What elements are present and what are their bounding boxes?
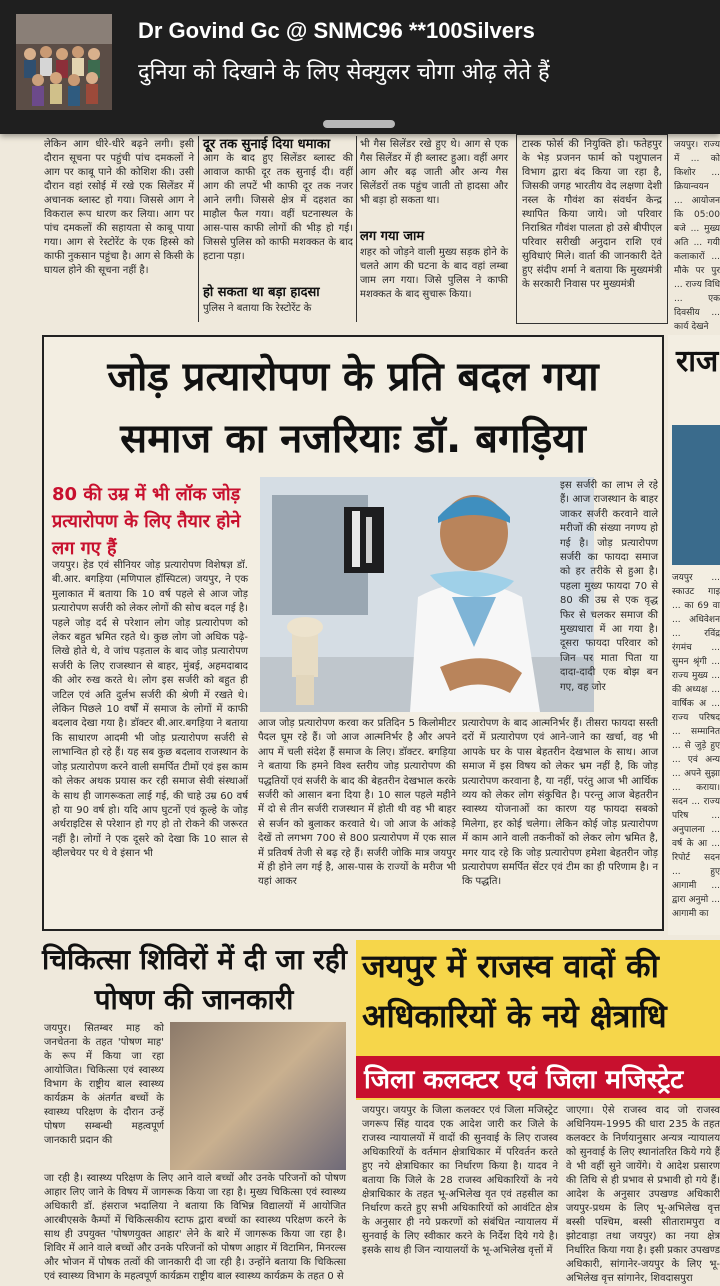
top-col-4: टास्क फोर्स की नियुक्ति हो। फतेहपुर के भेड़ प्रजनन फार्म को पशुपालन विभाग द्वारा बंद किया जा रहा है, जिसकी जगह भारतीय वेद लक्षणा देशी नस्ल के गौवंश का संवर्धन केन्द्र स्थापित किया जाये। जो परिवार निराश्रित गौवंश पालता हो उसे बीपीएल परिवार सरीखी अनुदान राशि एवं सुविधाएं मिले। वार्ता की जानकारी देते हुए संदीप शर्मा ने बताया कि मुख्यमंत्री के सरकारी निवास पर मुख्यमंत्री xyxy=(522,139,662,290)
notification-drag-handle[interactable] xyxy=(323,120,395,128)
top-col-3-tail: शहर को जोड़ने वाली मुख्य सड़क होने के चलते आग की घटना के बाद वहां लम्बा जाम लग गया। जिसे पुलिस ने काफी मशक्कत के बाद सुचारू किया। xyxy=(360,247,508,300)
top-col-2-heading: दूर तक सुनाई दिया धमाका xyxy=(203,137,331,152)
notification-message: दुनिया को दिखाने के लिए सेक्युलर चोगा ओढ़ लेते हैं xyxy=(138,60,550,85)
bottom-right-col-2: जाएगा। ऐसे राजस्व वाद जो राजस्व अधिनियम-1995 की धारा 235 के तहत कलक्टर के निर्णयानुसार अन्यत्र न्यायालय को सुनवाई के लिए स्थानांतरित किये गये हैं वे भी वहीं सुने जायेंगे। ये आदेश प्रसारण की तिथि से ही प्रभाव से प्रभावी हो गये हैं। आदेश के अनुसार उपखण्ड अधिकारी जयपुर-प्रथम के लिए भू-अभिलेख वृत्त बस्सी पश्चिम, बस्सी सीतारामपुरा व झोटवाड़ा तथा जयपुर) का नया क्षेत्र निर्धारित किया गया है। इसी प्रकार उपखण्ड अधिकारी, सांगानेर-जयपुर के लिए भू-अभिलेख वृत्त सांगानेर, शिवदासपुरा xyxy=(566,1105,720,1284)
bottom-left-text-top: जयपुर। सितम्बर माह को जनचेतना के तहत 'पोषण माह' के रूप में किया जा रहा आयोजित। चिकित्सा एवं स्वास्थ्य विभाग के राष्ट्रीय बाल स्वास्थ्य कार्यक्रम के अंतर्गत बच्चों के स्वास्थ्य परिक्षण के दौरान उन्हें पोषण सम्बन्धी महत्वपूर्ण जानकारी प्रदान की xyxy=(44,1023,164,1146)
right-strip-text: जयपुर ... स्काउट गाइ ... का 69 वा ... अधिवेशन ... रविंद्र रंगमंच ... सुमन श्रृंगी ... राज्य मुख्य ... की अध्यक्ष ... वार्षिक अ ... राज्य परिषद ... सम्मानित ... से जुड़े हुए ... एवं अन्य ... अपने सुझा ... कराया। सदन ... राज्य परिष ... अनुपालना ... वर्ष के आ ... रिपोर्ट सदन ... हुए आगामी ... द्वारा अनुमो ... आगामी का xyxy=(672,573,720,919)
column-divider xyxy=(198,136,199,322)
right-strip-photo xyxy=(672,425,720,565)
column-divider xyxy=(356,136,357,322)
bottom-right-col-1: जयपुर। जयपुर के जिला कलक्टर एवं जिला मजिस्ट्रेट जगरूप सिंह यादव एक आदेश जारी कर जिले के राजस्व न्यायालयों में वादों की सुनवाई के लिए राजस्व अधिकारियों के वर्तमान क्षेत्राधिकार में परिवर्तन करते हुए नये क्षेत्राधिकार का निर्धारण किया है। यादव ने बताया कि जिले के 28 राजस्व अधिकारियों के नये क्षेत्राधिकार के तहत भू-अभिलेख वृत एवं तहसील का निर्धारण करते हुए सभी अधिकारियों को आवंटित क्षेत्र के अनुसार ही नये प्रकरणों को संबंधित न्यायालय में सुनवाई के लिए स्वीकार करने के निर्देश दिये गये है। इसके साथ ही जिन न्यायालयों के भू-अभिलेख वृत्तों में xyxy=(362,1105,558,1256)
right-strip-heading: राज xyxy=(676,344,719,379)
top-col-2-subheading: हो सकता था बड़ा हादसा xyxy=(203,285,320,300)
notification-title: Dr Govind Gc @ SNMC96 **100Silvers xyxy=(138,18,535,43)
bottom-right-headline-2: अधिकारियों के नये क्षेत्राधि xyxy=(362,997,667,1035)
doctor-photo xyxy=(260,477,594,712)
main-article xyxy=(42,335,664,931)
main-headline-line-1: जोड़ प्रत्यारोपण के प्रति बदल गया xyxy=(107,354,599,400)
main-col-left: जयपुर। हेड एवं सीनियर जोड़ प्रत्यारोपण विशेषज्ञ डॉ. बी.आर. बगड़िया (मणिपाल हॉस्पिटल) जयपुर, ने एक मुलाकात में बताया कि 10 वर्ष पहले से आज जोड़ प्रत्यारोपण सर्जरी को लेकर लोगों की सोच बदल गई है। पहले जोड़ दर्द से परेशान लोग जोड़ प्रत्यारोपण को लेकर बहुत भ्रमित रहते थे। कुछ लोग जो अधिक पढ़े-लिखे होते थे, वे जांच पड़ताल के बाद जोड़ प्रत्यारोपण सर्जरी के लिए राजस्थान से बाहर, मुंबई, अहमदाबाद की ओर रुख करते थे। लोग इस सर्जरी को बहुत ही जटिल एवं अति दुर्लभ सर्जरी की श्रेणी में रखते थे। लेकिन पिछले 10 वर्षों में समाज के लोगों में काफी बदलाव देखा गया है। डॉक्टर बी.आर.बगड़िया ने बताया कि साधारण आदमी भी जोड़ प्रत्यारोपण सर्जरी से लाभान्वित हो रहे हैं। यह सब कुछ बदलाव राजस्थान के जोड़ प्रत्यारोपण करने वाली समर्पित टीमों एवं इस काम को लेकर अथक प्रयास कर रही समाज सेवी संस्थाओं के साथ ही जागरूकता लाई गई, की चाहे उम्र 60 वर्ष हो या 90 वर्ष हो। यदि आप घुटनों एवं कूल्हे के जोड़ अर्थराइटिस से परेशान हो गए हो तो रोकने की जरूरत नहीं है। लोगों ने एक दूसरे को देखा कि 10 साल से व्हीलचेयर पर थे वे इंसान भी xyxy=(52,560,248,860)
group-photo-icon xyxy=(16,14,112,110)
bottom-left-text-bottom: जा रही है। स्वास्थ्य परिक्षण के लिए आने वाले बच्चों और उनके परिजनों को पोषण आहार लिए जाने के विषय में जागरूक किया जा रहा है। मुख्य चिकित्सा एवं स्वास्थ्य अधिकारी डॉ. हंसराज भदालिया ने बताया कि विभिन्न विद्यालयों में आयोजित आरबीएसके कैम्पों में चिकित्सकीय स्टाफ द्वारा बच्चों का स्वास्थ्य परिक्षण करने के साथ ही उपयुक्त 'पोषणयुक्त आहार' लेने के बारे में जागरूक किया जा रहा है। शिविर में आने वाले बच्चों और उनके परिजनों को पोषण आहार में विटामिन, मिनरल्स और भोजन में पोषक तत्वों की जानकारी दी जा रही है। उन्होंने बताया कि चिकित्सा एवं स्वास्थ्य विभाग के महत्वपूर्ण कार्यक्रम राष्ट्रीय बाल स्वास्थ्य कार्यक्रम के तहत 0 से xyxy=(44,1173,346,1282)
main-headline-line-2: समाज का नजरियाः डॉ. बगड़िया xyxy=(120,416,586,462)
bottom-right-headline-1: जयपुर में राजस्व वादों की xyxy=(362,947,659,985)
top-col-3-heading: लग गया जाम xyxy=(360,229,425,244)
top-col-1: लेकिन आग धीरे-धीरे बढ़ने लगी। इसी दौरान सूचना पर पहुंची पांच दमकलों ने आग पर काबू पाने की कोशिश की। उसी दौरान वहां रसोई में रखे एक सिलेंडर में अचानक ब्लास्ट हो गया। जिससे आग ने विकराल रूप धारण कर लिया। आग पर पांच दमकलों की सहायता से काबू पाया गया। आग से रेस्टोरेंट के एक हिस्से को काफी नुकसान पहुंचा है। आग से किसी के घायल होने की सूचना नहीं है। xyxy=(44,139,194,276)
main-col-mid-bottom: आज जोड़ प्रत्यारोपण करवा कर प्रतिदिन 5 किलोमीटर पैदल घूम रहे हैं। जो आज आत्मनिर्भर है और अपने आप में चली संदेश हैं समाज के लिए। डॉक्टर. बगड़िया ने बताया कि हमने विश्व स्तरीय जोड़ प्रत्यारोपण की पद्धतियों एवं सर्जरी के बाद की बेहतरीन देखभाल करके सर्जरी को आसान बना दिया है। 10 साल पहले महीने में दो से तीन सर्जरी राजस्थान में होती थी वह भी बाहर से सर्जन को बुलाकर करवाते थे। जो आज के आंकड़े देखें तो लगभग 700 से 800 प्रत्यारोपण में एक साल में प्रतिवर्ष तेजी से बढ़ रहे हैं। सर्जरी जोकि मात्र जयपुर में ही होने लग गई है, आस-पास के राज्यों के मरीज भी यहां आकर xyxy=(258,718,456,888)
top-col-2-tail: पुलिस ने बताया कि रेस्टोरेंट के xyxy=(203,303,312,314)
sender-avatar xyxy=(16,14,112,110)
main-subheadline: 80 की उम्र में भी लॉक जोड़ प्रत्यारोपण के लिए तैयार होने लग गए हैं xyxy=(52,484,241,559)
top-col-3: भी गैस सिलेंडर रखे हुए थे। आग से एक गैस सिलेंडर में ही ब्लास्ट हुआ। वहीं अगर आग और बढ़ जाती और अन्य गैस सिलेंडरों तक पहुंच जाती तो हादसा और भी बड़ा हो सकता था। xyxy=(360,139,508,206)
health-camp-photo xyxy=(170,1022,346,1170)
top-col-5: जयपुर। राज्य में ... को किशोर ... क्रियान्वयन ... आयोजन कि 05:00 बजे ... मुख्य अति ... गयी कलाकारों ... मौके पर पुर ... राज्य विधि ... एक दिवसीय ... कार्य देखने xyxy=(674,140,720,332)
top-col-2: आग के बाद हुए सिलेंडर ब्लास्ट की आवाज काफी दूर तक सुनाई दी। वहीं आग की लपटें भी काफी दूर तक नजर आने लगी। जिससे क्षेत्र में दहशत का माहौल फैल गया। वहीं घटनास्थल के आस-पास काफी लोगों की भीड़ हो गई। जिससे पुलिस को काफी मशक्कत के बाद हटाना पड़ा। xyxy=(203,153,353,262)
bottom-left-headline-2: पोषण की जानकारी xyxy=(94,983,294,1016)
notification-banner[interactable] xyxy=(0,0,720,134)
doctor-photo-illustration xyxy=(260,477,594,712)
bottom-right-red-heading: जिला कलक्टर एवं जिला मजिस्ट्रेट xyxy=(364,1065,684,1095)
main-col-right: इस सर्जरी का लाभ ले रहे हैं। आज राजस्थान के बाहर जाकर सर्जरी करवाने वाले मरीजों की संख्या नगण्य हो गई है। जोड़ प्रत्यारोपण सर्जरी का फायदा समाज को हर तरीके से हुआ है। पहला मुख्य फायदा 70 से 80 की उम्र से एक वृद्ध फिर से चलकर समाज की मुख्यधारा में आ गया है। दूसरा फायदा परिवार को जिन पर माता पिता या दादा-दादी एक बोझ बन गए, वह जोर xyxy=(560,480,658,693)
bottom-left-headline-1: चिकित्सा शिविरों में दी जा रही xyxy=(42,943,347,976)
main-col-right-bottom: प्रत्यारोपण के बाद आत्मनिर्भर हैं। तीसरा फायदा सस्ती दरों में प्रत्यारोपण एवं आने-जाने का खर्चा, वह भी आपके घर के पास बेहतरीन देखभाल के साथ। आज समाज में इस विषय को लेकर भ्रम नहीं है, कि जोड़ प्रत्यारोपण करवाना है, या नहीं, परंतु आज भी आर्थिक व्यय को लेकर लोग संकुचित है। परन्तु आज बेहतरीन स्वास्थ्य योजनाओं का कारण यह फायदा सबको मिलेगा, हर कोई चलेगा। लेकिन कोई जोड़ प्रत्यारोपण में काम आने वाली तकनीकों को लेकर लोग भ्रमित है, मगर याद रहे कि जोड़ प्रत्यारोपण हमेशा बेहतरीन जोड़ प्रत्यारोपण समर्पित सेंटर एवं टीम का ही परिणाम है। न कि पद्धति। xyxy=(462,718,658,888)
right-strip-article xyxy=(668,335,720,935)
